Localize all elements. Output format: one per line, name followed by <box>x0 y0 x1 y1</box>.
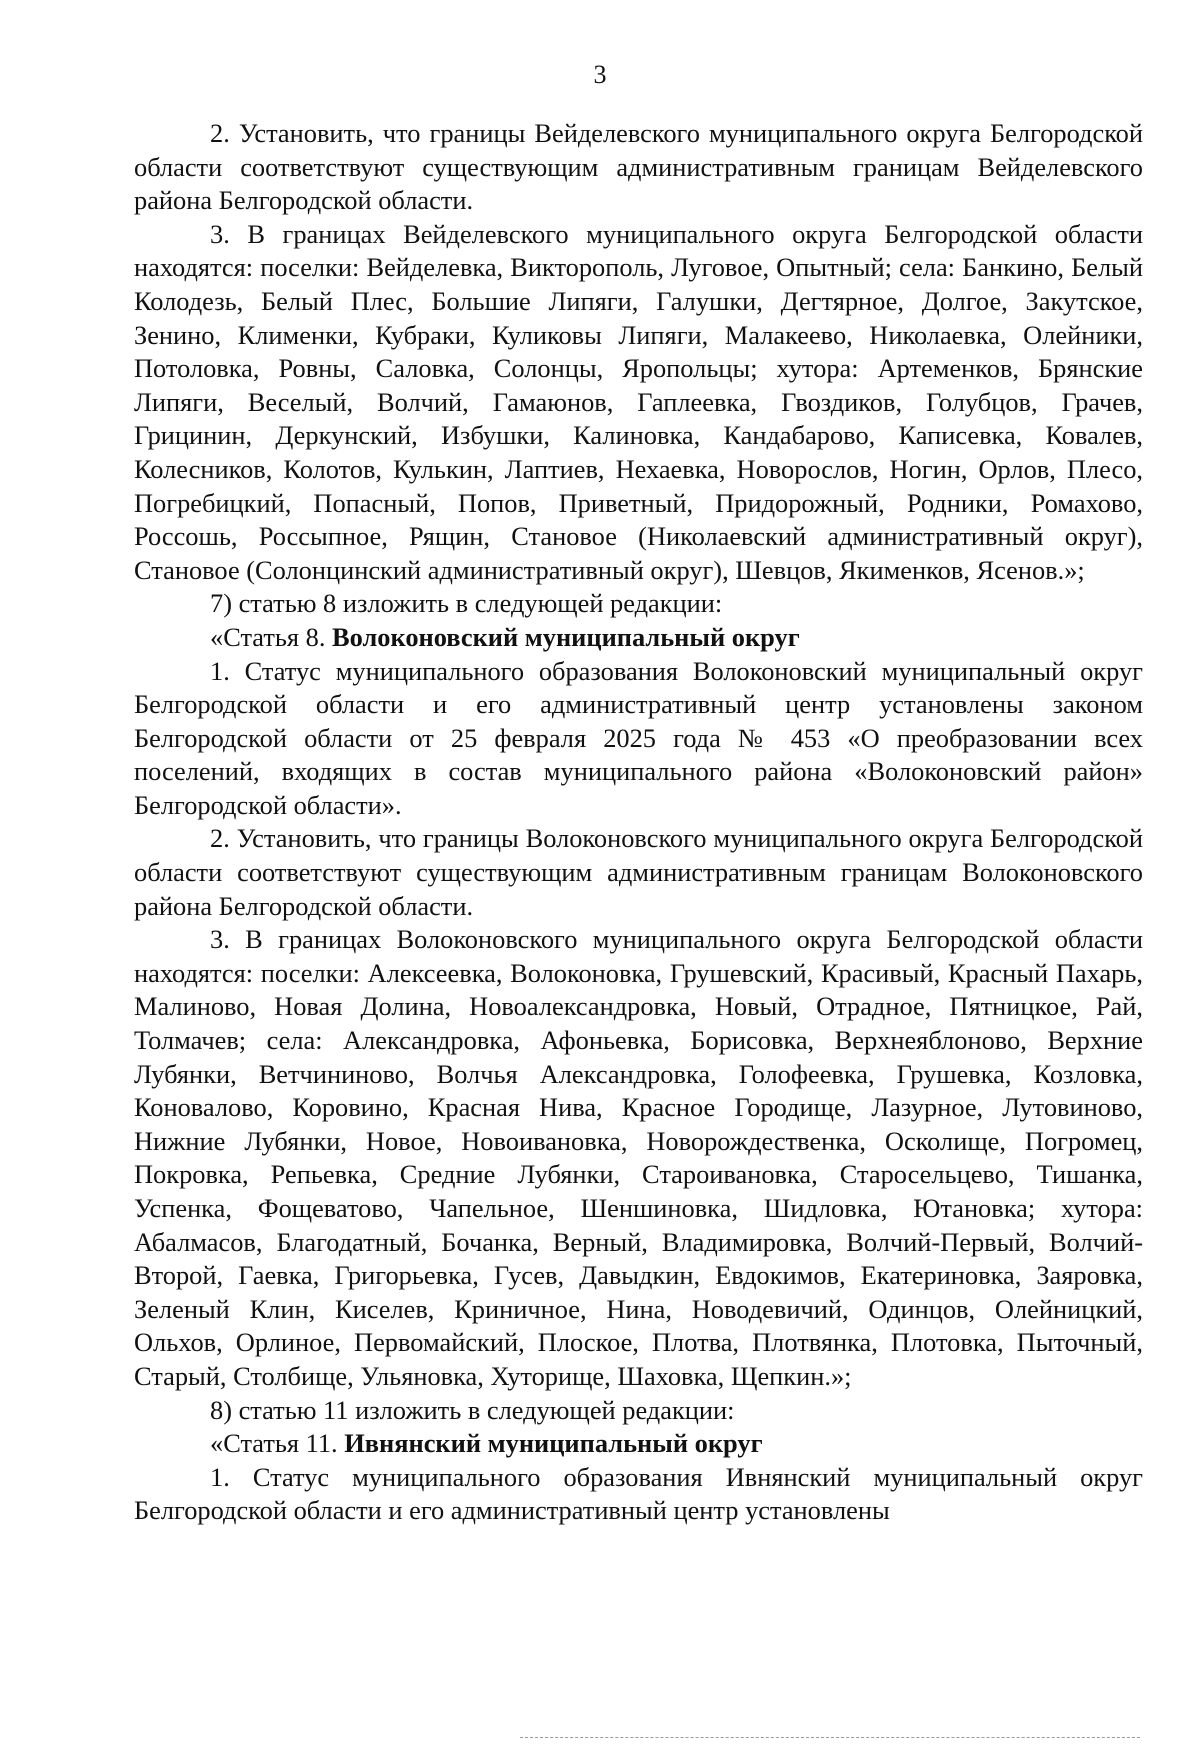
scan-bottom-line <box>520 1737 1140 1738</box>
article-11-number: «Статья 11. <box>210 1428 345 1459</box>
paragraph-amend-article-8: 7) статью 8 изложить в следующей редакции: <box>210 588 723 619</box>
paragraph-veidelevka-borders: 2. Установить, что границы Вейделевского муниципального округа Белгородской области соответствуют существующим административным границам Вейделевского района Белгородской области. <box>134 118 1143 216</box>
paragraph-volokonovka-borders: 2. Установить, что границы Волоконовского муниципального округа Белгородской области соответствуют существующим административным границам Волоконовского района Белгородской области. <box>134 823 1143 921</box>
article-8-number: «Статья 8. <box>210 621 333 652</box>
document-body <box>134 117 1143 1528</box>
paragraph-ivnya-status: 1. Статус муниципального образования Ивнянский муниципальный округ Белгородской области и его административный центр установлены <box>134 1461 1143 1526</box>
paragraph-volokonovka-settlements: 3. В границах Волоконовского муниципального округа Белгородской области находятся: поселки: Алексеевка, Волоконовка, Грушевский, Красивый, Красный Пахарь, Малиново, Новая Долина, Новоалександровка, Новый, Отрадное, Пятницкое, Рай, Толмачев; села: Александровка, Афоньевка, Борисовка, Верхнеяблоново, Верхние Лубянки, Ветчининово, Волчья Александровка, Голофеевка, Грушевка, Козловка, Коновалово, Коровино, Красная Нива, Красное Городище, Лазурное, Лутовиново, Нижние Лубянки, Новое, Новоивановка, Новорождественка, Осколище, Погромец, Покровка, Репьевка, Средние Лубянки, Староивановка, Старосельцево, Тишанка, Успенка, Фощеватово, Чапельное, Шеншиновка, Шидловка, Ютановка; хутора: Абалмасов, Благодатный, Бочанка, Верный, Владимировка, Волчий-Первый, Волчий-Второй, Гаевка, Григорьевка, Гусев, Давыдкин, Евдокимов, Екатериновка, Заяровка, Зеленый Клин, Киселев, Криничное, Нина, Новодевичий, Одинцов, Олейницкий, Ольхов, Орлиное, Первомайский, Плоское, Плотва, Плотвянка, Плотовка, Пыточный, Старый, Столбище, Ульяновка, Хуторище, Шаховка, Щепкин.»; <box>134 924 1143 1391</box>
article-11-title: Ивнянский муниципальный округ <box>344 1428 763 1459</box>
paragraph-veidelevka-settlements: 3. В границах Вейделевского муниципального округа Белгородской области находятся: поселки: Вейделевка, Викторополь, Луговое, Опытный; села: Банкино, Белый Колодезь, Белый Плес, Большие Липяги, Галушки, Дегтярное, Долгое, Закутское, Зенино, Клименки, Кубраки, Куликовы Липяги, Малакеево, Николаевка, Олейники, Потоловка, Ровны, Саловка, Солонцы, Яропольцы; хутора: Артеменков, Брянские Липяги, Веселый, Волчий, Гамаюнов, Гаплеевка, Гвоздиков, Голубцов, Грачев, Грицинин, Деркунский, Избушки, Калиновка, Кандабарово, Каписевка, Ковалев, Колесников, Колотов, Кулькин, Лаптиев, Нехаевка, Новорослов, Ногин, Орлов, Плесо, Погребицкий, Попасный, Попов, Приветный, Придорожный, Родники, Ромахово, Россошь, Россыпное, Рящин, Становое (Николаевский административный округ), Становое (Солонцинский административный округ), Шевцов, Якименков, Ясенов.»; <box>134 218 1143 585</box>
page-number: 3 <box>593 60 607 89</box>
paragraph-amend-article-11: 8) статью 11 изложить в следующей редакции: <box>210 1394 735 1425</box>
article-8-heading <box>134 621 1143 655</box>
article-11-heading <box>134 1427 1143 1461</box>
paragraph-volokonovka-status: 1. Статус муниципального образования Волоконовский муниципальный округ Белгородской области и его административный центр установлены законом Белгородской области от 25 февраля 2025 года № 453 «О преобразовании всех поселений, входящих в состав муниципального района «Волоконовский район» Белгородской области». <box>134 655 1143 820</box>
article-8-title: Волоконовский муниципальный округ <box>332 621 800 652</box>
